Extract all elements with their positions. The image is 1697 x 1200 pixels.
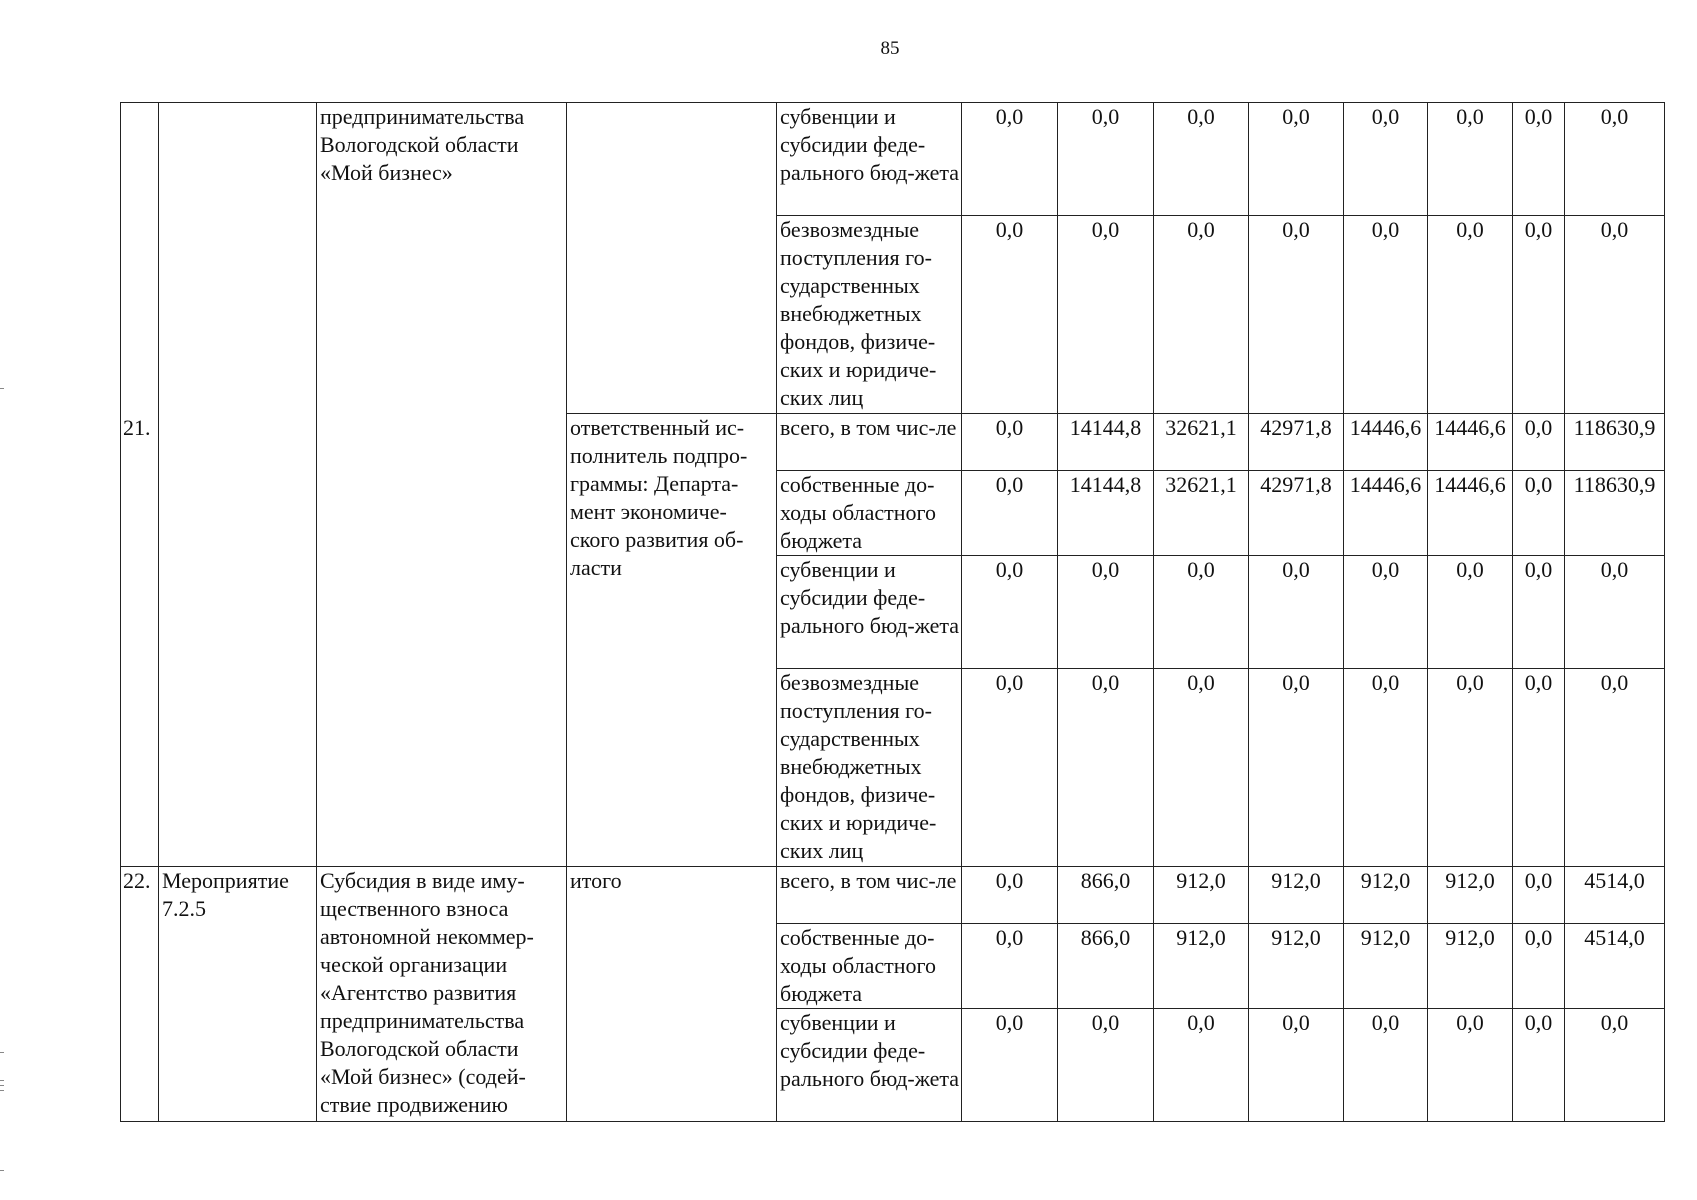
source-cell: всего, в том чис-ле: [777, 867, 962, 924]
source-cell: безвозмездные поступления го-сударственных внебюджетных фондов, физиче-ских и юридиче-ских лиц: [777, 216, 962, 414]
value-cell: 0,0: [1428, 556, 1513, 669]
value-cell: 0,0: [1344, 103, 1428, 216]
value-cell: 0,0: [962, 471, 1058, 556]
source-cell: всего, в том чис-ле: [777, 414, 962, 471]
value-cell: 0,0: [962, 556, 1058, 669]
value-cell: 0,0: [962, 924, 1058, 1009]
value-cell: 14446,6: [1344, 414, 1428, 471]
value-cell: 32621,1: [1154, 414, 1249, 471]
value-cell: 912,0: [1154, 867, 1249, 924]
scan-mark: [0, 388, 4, 389]
source-cell: собственные до-ходы областного бюджета: [777, 471, 962, 556]
value-cell: 0,0: [1058, 1009, 1154, 1122]
budget-table: [120, 102, 1665, 1122]
value-cell: 0,0: [1344, 556, 1428, 669]
scan-mark: [0, 1052, 4, 1053]
row-number-cell: [121, 103, 159, 414]
value-cell: 0,0: [962, 414, 1058, 471]
value-cell: 14446,6: [1428, 414, 1513, 471]
value-cell: 118630,9: [1565, 471, 1665, 556]
source-cell: субвенции и субсидии феде-рального бюд-жета: [777, 103, 962, 216]
table-row: [121, 867, 1665, 924]
value-cell: 118630,9: [1565, 414, 1665, 471]
value-cell: 0,0: [1565, 103, 1665, 216]
name-cell: [317, 414, 567, 867]
value-cell: 0,0: [1154, 103, 1249, 216]
value-cell: 32621,1: [1154, 471, 1249, 556]
value-cell: 0,0: [962, 103, 1058, 216]
scan-mark: [0, 1080, 4, 1081]
value-cell: 912,0: [1428, 924, 1513, 1009]
value-cell: 912,0: [1249, 924, 1344, 1009]
measure-cell: Мероприятие 7.2.5: [159, 867, 317, 1122]
value-cell: 0,0: [1058, 669, 1154, 867]
value-cell: 912,0: [1344, 924, 1428, 1009]
executor-cell: [567, 103, 777, 414]
value-cell: 0,0: [1565, 216, 1665, 414]
scan-mark: [0, 1170, 4, 1171]
value-cell: 0,0: [1513, 1009, 1565, 1122]
value-cell: 0,0: [1154, 669, 1249, 867]
value-cell: 0,0: [1249, 103, 1344, 216]
value-cell: 0,0: [1344, 669, 1428, 867]
value-cell: 0,0: [1058, 216, 1154, 414]
value-cell: 0,0: [1249, 556, 1344, 669]
measure-cell: [159, 103, 317, 414]
value-cell: 0,0: [1428, 216, 1513, 414]
value-cell: 0,0: [1428, 1009, 1513, 1122]
scan-mark: [0, 1090, 4, 1091]
value-cell: 0,0: [1154, 216, 1249, 414]
value-cell: 0,0: [962, 216, 1058, 414]
executor-cell: итого: [567, 867, 777, 1122]
executor-cell: ответственный ис-полнитель подпро-граммы: Департа-мент экономиче-ского развития об-ласти: [567, 414, 777, 867]
value-cell: 0,0: [1058, 103, 1154, 216]
value-cell: 0,0: [1249, 669, 1344, 867]
name-cell: предпринимательства Вологодской области «Мой бизнес»: [317, 103, 567, 414]
value-cell: 14446,6: [1428, 471, 1513, 556]
table-row: [121, 103, 1665, 216]
measure-cell: [159, 414, 317, 867]
value-cell: 912,0: [1344, 867, 1428, 924]
value-cell: 4514,0: [1565, 924, 1665, 1009]
page-number: 85: [880, 38, 900, 59]
value-cell: 0,0: [962, 867, 1058, 924]
value-cell: 0,0: [1058, 556, 1154, 669]
value-cell: 0,0: [1513, 669, 1565, 867]
value-cell: 0,0: [1513, 556, 1565, 669]
value-cell: 0,0: [1344, 216, 1428, 414]
value-cell: 0,0: [1565, 556, 1665, 669]
value-cell: 912,0: [1154, 924, 1249, 1009]
row-number-cell: 22.: [121, 867, 159, 1122]
table-row: [121, 414, 1665, 471]
value-cell: 912,0: [1249, 867, 1344, 924]
value-cell: 0,0: [1249, 216, 1344, 414]
value-cell: 912,0: [1428, 867, 1513, 924]
value-cell: 14446,6: [1344, 471, 1428, 556]
value-cell: 14144,8: [1058, 471, 1154, 556]
value-cell: 0,0: [1428, 669, 1513, 867]
source-cell: субвенции и субсидии феде-рального бюд-жета: [777, 1009, 962, 1122]
value-cell: 0,0: [1513, 216, 1565, 414]
value-cell: 0,0: [1428, 103, 1513, 216]
name-cell: Субсидия в виде иму-щественного взноса автономной некоммер-ческой организации «Агентство развития предпринимательства Вологодской области «Мой бизнес» (содей-ствие продвижению: [317, 867, 567, 1122]
value-cell: 0,0: [1249, 1009, 1344, 1122]
value-cell: 14144,8: [1058, 414, 1154, 471]
value-cell: 0,0: [1513, 103, 1565, 216]
source-cell: безвозмездные поступления го-сударственных внебюджетных фондов, физиче-ских и юридиче-ских лиц: [777, 669, 962, 867]
value-cell: 0,0: [1565, 669, 1665, 867]
source-cell: субвенции и субсидии феде-рального бюд-жета: [777, 556, 962, 669]
value-cell: 0,0: [1154, 1009, 1249, 1122]
value-cell: 4514,0: [1565, 867, 1665, 924]
value-cell: 0,0: [1513, 924, 1565, 1009]
value-cell: 0,0: [1344, 1009, 1428, 1122]
value-cell: 0,0: [1513, 471, 1565, 556]
value-cell: 42971,8: [1249, 414, 1344, 471]
row-number-cell: 21.: [121, 414, 159, 867]
value-cell: 0,0: [1513, 414, 1565, 471]
value-cell: 0,0: [1154, 556, 1249, 669]
value-cell: 866,0: [1058, 924, 1154, 1009]
scan-mark: [0, 1085, 4, 1086]
value-cell: 0,0: [962, 1009, 1058, 1122]
source-cell: собственные до-ходы областного бюджета: [777, 924, 962, 1009]
value-cell: 42971,8: [1249, 471, 1344, 556]
value-cell: 0,0: [1565, 1009, 1665, 1122]
value-cell: 0,0: [962, 669, 1058, 867]
value-cell: 866,0: [1058, 867, 1154, 924]
value-cell: 0,0: [1513, 867, 1565, 924]
